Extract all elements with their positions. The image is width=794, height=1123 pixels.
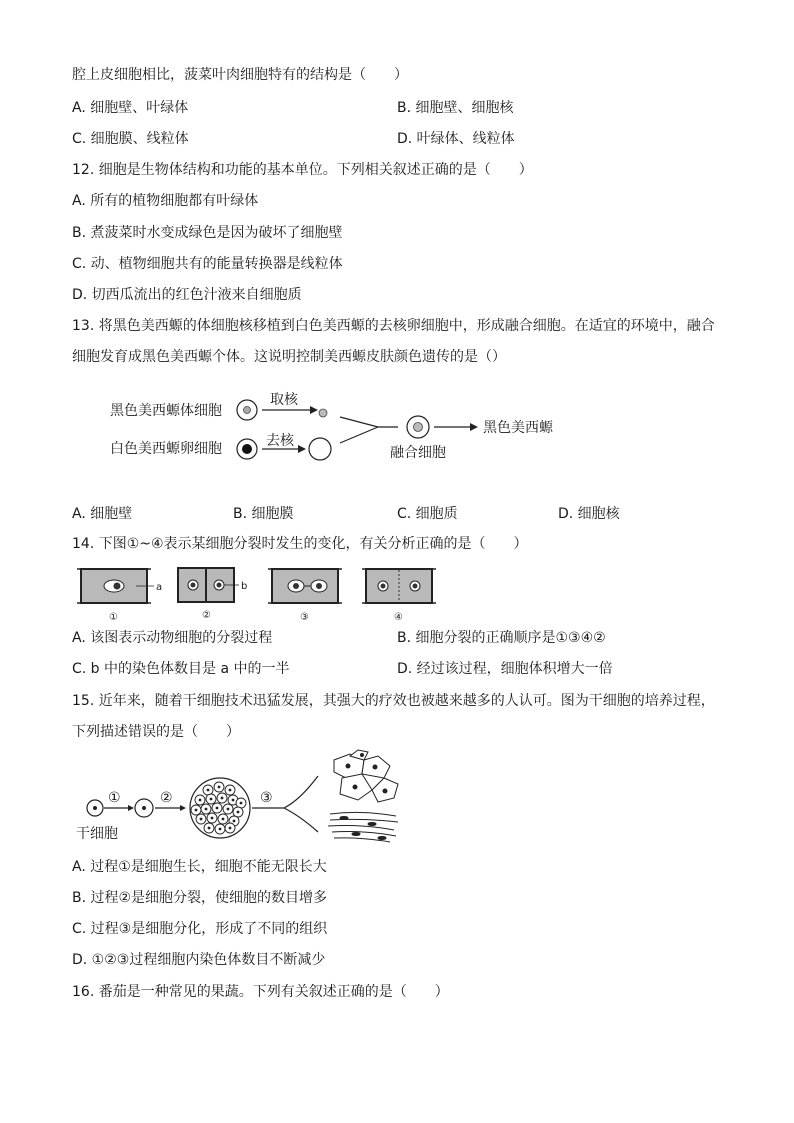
extracted-nucleus-icon	[319, 409, 327, 417]
q14-option-c: C. b 中的染色体数目是 a 中的一半	[72, 661, 290, 677]
step-1-label: ①	[108, 790, 121, 806]
fused-cell-label: 融合细胞	[390, 445, 446, 461]
q15-option-d: D. ①②③过程细胞内染色体数目不断减少	[72, 952, 326, 968]
q11-option-d: D. 叶绿体、线粒体	[397, 131, 515, 147]
q15-option-c: C. 过程③是细胞分化，形成了不同的组织	[72, 921, 328, 937]
cell-cluster-icon	[190, 778, 250, 838]
nuclear-transfer-diagram	[100, 385, 580, 470]
q14-option-a: A. 该图表示动物细胞的分裂过程	[72, 630, 273, 646]
q11-option-c: C. 细胞膜、线粒体	[72, 131, 189, 147]
black-axolotl-label: 黑色美西螈	[483, 420, 553, 436]
differentiated-tissue-icon	[334, 750, 398, 802]
q12-option-c: C. 动、植物细胞共有的能量转换器是线粒体	[72, 256, 343, 272]
black-somatic-cell-label: 黑色美西螈体细胞	[110, 403, 222, 419]
q13-option-b: B. 细胞膜	[233, 506, 294, 522]
cell-stage-2	[178, 568, 247, 621]
q15-stem-line2: 下列描述错误的是（ ）	[72, 724, 240, 740]
q13-option-c: C. 细胞质	[397, 506, 458, 522]
q14-option-b: B. 细胞分裂的正确顺序是①③④②	[397, 630, 606, 646]
q14-stem: 14. 下图①~④表示某细胞分裂时发生的变化，有关分析正确的是（ ）	[72, 536, 528, 552]
q12-stem: 12. 细胞是生物体结构和功能的基本单位。下列相关叙述正确的是（ ）	[72, 162, 533, 178]
q15-option-b: B. 过程②是细胞分裂，使细胞的数目增多	[72, 890, 328, 906]
remove-nucleus-label: 去核	[266, 433, 294, 449]
q13-stem-line2: 细胞发育成黑色美西螈个体。这说明控制美西螈皮肤颜色遗传的是（）	[72, 349, 506, 365]
cell-stage-1	[77, 569, 162, 623]
q11-option-b: B. 细胞壁、细胞核	[397, 100, 514, 116]
label-a: a	[156, 582, 163, 593]
q15-stem-line1: 15. 近年来，随着干细胞技术迅猛发展，其强大的疗效也被越来越多的人认可。图为干细胞的培养过程，	[72, 693, 715, 709]
q13-option-a: A. 细胞壁	[72, 506, 133, 522]
step-3-label: ③	[260, 790, 273, 806]
q12-option-d: D. 切西瓜流出的红色汁液来自细胞质	[72, 287, 302, 303]
cell-division-diagram	[76, 563, 446, 627]
white-egg-cell-label: 白色美西螈卵细胞	[110, 441, 222, 457]
enucleated-egg-icon	[309, 438, 331, 460]
q13-stem-line1: 13. 将黑色美西螈的体细胞核移植到白色美西螈的去核卵细胞中，形成融合细胞。在适宜的环境中，融合	[72, 318, 715, 334]
stem-cell-label: 干细胞	[76, 826, 118, 842]
label-b: b	[241, 581, 248, 592]
somatic-nucleus-icon	[244, 407, 251, 414]
q16-stem: 16. 番茄是一种常见的果蔬。下列有关叙述正确的是（ ）	[72, 984, 449, 1000]
q11-option-a: A. 细胞壁、叶绿体	[72, 100, 189, 116]
cell-stage-4	[362, 569, 436, 623]
q14-option-d: D. 经过该过程，细胞体积增大一倍	[397, 661, 613, 677]
q12-option-b: B. 煮菠菜时水变成绿色是因为破坏了细胞壁	[72, 225, 343, 241]
q13-option-d: D. 细胞核	[558, 506, 620, 522]
q15-option-a: A. 过程①是细胞生长，细胞不能无限长大	[72, 859, 327, 875]
step-2-label: ②	[160, 790, 173, 806]
stage-1-label: ①	[109, 612, 118, 623]
take-nucleus-label: 取核	[270, 392, 298, 408]
stem-cell-culture-diagram	[72, 748, 412, 850]
egg-nucleus-icon	[242, 444, 252, 454]
stage-2-label: ②	[202, 610, 211, 621]
stage-4-label: ④	[394, 612, 403, 623]
stage-3-label: ③	[300, 612, 309, 623]
cell-stage-3	[268, 569, 342, 623]
fused-nucleus-icon	[414, 423, 423, 432]
q11-stem: 腔上皮细胞相比，菠菜叶肉细胞特有的结构是（ ）	[72, 67, 408, 83]
muscle-tissue-icon	[328, 812, 398, 842]
q12-option-a: A. 所有的植物细胞都有叶绿体	[72, 193, 259, 209]
